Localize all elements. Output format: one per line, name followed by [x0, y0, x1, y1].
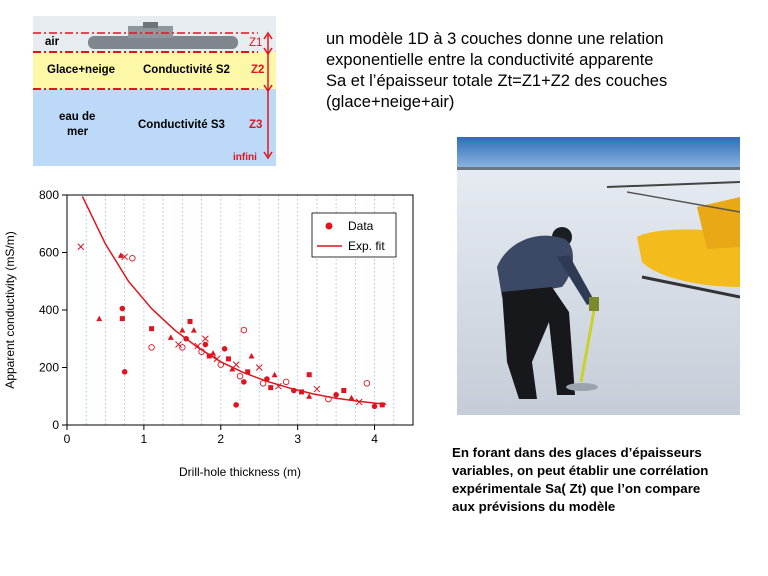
- y-tick-label: 200: [38, 360, 59, 375]
- x-tick-label: 3: [294, 432, 302, 446]
- conductivity-chart: [0, 180, 420, 480]
- data-point: [241, 327, 247, 333]
- data-point: [222, 346, 228, 352]
- data-point: [249, 353, 255, 359]
- air-label: air: [45, 36, 60, 48]
- photo-caption: [452, 444, 762, 516]
- ice-snow-label: Glace+neige: [47, 64, 116, 76]
- data-point: [202, 336, 208, 342]
- intro-line: (glace+neige+air): [326, 93, 455, 111]
- y-tick-label: 0: [52, 418, 59, 432]
- x-tick-label: 0: [63, 432, 71, 446]
- legend-data-marker: [326, 223, 333, 230]
- caption-line: variables, on peut établir une corrélation: [452, 463, 709, 478]
- caption-line: expérimentale Sa( Zt) que l’on compare: [452, 481, 701, 496]
- seawater-label-line1: eau de: [59, 111, 96, 123]
- data-point: [120, 316, 125, 321]
- data-point: [149, 345, 155, 351]
- data-points: [78, 244, 385, 409]
- legend-data-label: Data: [348, 219, 374, 233]
- data-point: [149, 326, 154, 331]
- data-point: [372, 404, 378, 410]
- data-point: [203, 342, 209, 348]
- y-tick-label: 800: [38, 188, 59, 202]
- data-point: [78, 244, 84, 250]
- y-axis-label: Apparent conductivity (mS/m): [3, 231, 17, 389]
- data-point: [283, 379, 289, 385]
- z1-label: Z1: [249, 37, 263, 49]
- intro-line: Sa et l’épaisseur totale Zt=Z1+Z2 des couches: [326, 72, 668, 90]
- y-tick-label: 600: [38, 245, 59, 260]
- data-point: [130, 255, 136, 261]
- data-point: [122, 369, 128, 375]
- data-point: [272, 372, 278, 378]
- data-point: [241, 379, 247, 385]
- data-point: [256, 365, 262, 371]
- data-point: [268, 385, 273, 390]
- field-photo: [457, 137, 740, 415]
- data-point: [179, 327, 185, 333]
- layer-boundaries: [33, 16, 276, 166]
- data-point: [226, 356, 231, 361]
- z2-label: Z2: [251, 64, 265, 76]
- s2-label: Conductivité S2: [143, 64, 230, 76]
- caption-line: aux prévisions du modèle: [452, 499, 616, 514]
- layer-diagram: [33, 16, 276, 166]
- data-point: [120, 306, 126, 312]
- s3-label: Conductivité S3: [138, 119, 225, 131]
- data-point: [307, 372, 312, 377]
- data-point: [175, 342, 181, 348]
- z3-label: Z3: [249, 119, 263, 131]
- data-point: [96, 316, 102, 322]
- y-tick-label: 400: [38, 303, 59, 317]
- intro-line: exponentielle entre la conductivité apparente: [326, 51, 654, 69]
- x-tick-label: 1: [140, 432, 148, 446]
- x-tick-label: 4: [371, 432, 378, 446]
- x-tick-label: 2: [217, 432, 225, 446]
- data-point: [191, 327, 197, 333]
- seawater-label-line2: mer: [67, 126, 89, 138]
- data-point: [188, 319, 193, 324]
- infinite-label: infini: [233, 152, 257, 163]
- intro-line: un modèle 1D à 3 couches donne une relation: [326, 30, 664, 48]
- data-point: [233, 402, 239, 408]
- intro-text: [326, 29, 746, 113]
- data-point: [341, 388, 346, 393]
- legend-fit-label: Exp. fit: [348, 239, 385, 253]
- chart-legend: [312, 213, 396, 257]
- data-point: [210, 350, 216, 356]
- x-axis-label: Drill-hole thickness (m): [178, 465, 302, 479]
- data-point: [333, 392, 339, 398]
- data-point: [168, 334, 174, 340]
- data-point: [364, 381, 370, 387]
- data-point: [233, 362, 239, 368]
- caption-line: En forant dans des glaces d’épaisseurs: [452, 445, 702, 460]
